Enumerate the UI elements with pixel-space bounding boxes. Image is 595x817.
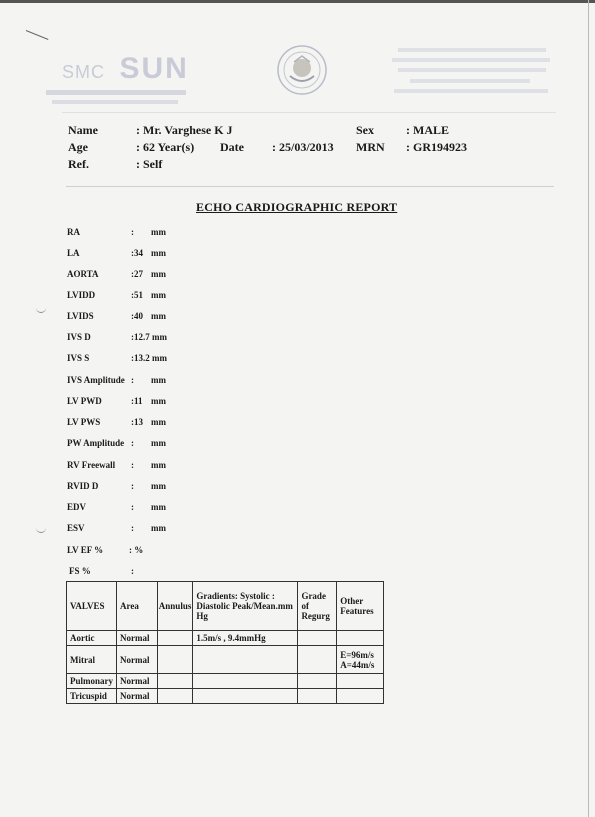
measurement-value: : — [131, 566, 134, 576]
table-cell — [157, 631, 193, 646]
measurement-label: LV PWD — [67, 396, 102, 406]
table-header-cell: Grade of Regurg — [298, 582, 337, 631]
punch-hole — [36, 526, 46, 533]
ref-label: Ref. — [68, 157, 89, 171]
measurement-label: FS % — [69, 566, 91, 576]
measurement-label: LV EF % — [67, 545, 104, 555]
corner-mark — [26, 30, 49, 40]
mrn-value: : GR194923 — [406, 140, 467, 154]
measurement-label: ESV — [67, 523, 85, 533]
measurement-label: EDV — [67, 502, 87, 512]
top-border — [0, 0, 595, 3]
right-border — [588, 0, 589, 817]
measurement-label: IVS S — [67, 353, 90, 363]
table-cell — [193, 689, 298, 704]
table-cell: 1.5m/s , 9.4mmHg — [193, 631, 298, 646]
table-cell — [157, 646, 193, 674]
measurement-value: : — [131, 481, 134, 491]
measurement-label: RA — [67, 227, 80, 237]
measurement-value: : — [131, 438, 134, 448]
measurement-value: :12.7 mm — [131, 332, 167, 342]
name-label: Name — [68, 123, 98, 137]
measurement-value: :40 — [131, 311, 143, 321]
punch-hole — [36, 306, 46, 313]
table-cell — [298, 631, 337, 646]
address-line — [398, 48, 546, 52]
table-cell: Pulmonary — [67, 674, 117, 689]
table-cell — [337, 689, 384, 704]
measurement-value: : — [131, 375, 134, 385]
table-cell — [157, 689, 193, 704]
table-row — [67, 646, 384, 674]
table-cell: Normal — [117, 631, 158, 646]
measurement-value: :34 — [131, 248, 143, 258]
measurement-label: AORTA — [67, 269, 99, 279]
table-cell: Mitral — [67, 646, 117, 674]
measurement-unit: mm — [151, 311, 166, 321]
table-cell: Normal — [117, 689, 158, 704]
table-cell: Normal — [117, 674, 158, 689]
table-header-cell: Other Features — [337, 582, 384, 631]
table-cell — [298, 689, 337, 704]
measurement-value: :13.2 mm — [131, 353, 167, 363]
measurement-label: IVS Amplitude — [67, 375, 125, 385]
measurement-label: LVIDD — [67, 290, 96, 300]
sex-label: Sex — [356, 123, 374, 137]
ref-value: : Self — [136, 157, 163, 171]
table-cell — [337, 674, 384, 689]
hospital-logo — [62, 52, 189, 86]
section-divider — [66, 186, 554, 187]
logo-tagline — [46, 90, 186, 95]
address-line — [394, 89, 548, 93]
measurement-unit: mm — [151, 248, 166, 258]
measurement-label: PW Amplitude — [67, 438, 125, 448]
measurement-label: LA — [67, 248, 80, 258]
measurement-value: :27 — [131, 269, 143, 279]
table-header-cell: Annulus — [157, 582, 193, 631]
table-cell — [298, 674, 337, 689]
measurement-label: RVID D — [67, 481, 99, 491]
measurement-value: : — [131, 523, 134, 533]
logo-sun: SUN — [119, 52, 189, 85]
seal-emblem — [276, 44, 328, 96]
measurement-unit: mm — [151, 375, 166, 385]
date-value: : 25/03/2013 — [272, 140, 334, 154]
measurement-label: RV Freewall — [67, 460, 116, 470]
table-cell — [193, 646, 298, 674]
logo-tagline — [52, 100, 178, 104]
name-value: : Mr. Varghese K J — [136, 123, 233, 137]
measurement-unit: mm — [151, 417, 166, 427]
table-header-row — [67, 582, 384, 631]
age-label: Age — [68, 140, 88, 154]
table-cell: Normal — [117, 646, 158, 674]
header-divider — [62, 112, 556, 113]
logo-smc: SMC — [62, 62, 105, 82]
measurement-label: LV PWS — [67, 417, 101, 427]
table-cell: E=96m/s A=44m/s — [337, 646, 384, 674]
measurement-label: IVS D — [67, 332, 91, 342]
address-line — [398, 68, 546, 72]
measurement-unit: mm — [151, 481, 166, 491]
table-row — [67, 689, 384, 704]
measurement-value: :51 — [131, 290, 143, 300]
measurement-value: : — [131, 227, 134, 237]
measurement-unit: mm — [151, 290, 166, 300]
table-cell — [193, 674, 298, 689]
table-cell: Aortic — [67, 631, 117, 646]
measurement-unit: mm — [151, 396, 166, 406]
valves-table — [66, 581, 384, 704]
sex-value: : MALE — [406, 123, 449, 137]
measurement-value: : — [131, 502, 134, 512]
table-header-cell: VALVES — [67, 582, 117, 631]
address-line — [392, 58, 550, 62]
measurement-unit: mm — [151, 502, 166, 512]
measurement-value: : — [131, 460, 134, 470]
table-cell: Tricuspid — [67, 689, 117, 704]
measurement-unit: mm — [151, 269, 166, 279]
table-row — [67, 674, 384, 689]
table-header-cell: Gradients: Systolic : Diastolic Peak/Mean.mm Hg — [193, 582, 298, 631]
measurement-unit: mm — [151, 523, 166, 533]
table-cell — [337, 631, 384, 646]
measurement-unit: mm — [151, 460, 166, 470]
measurement-unit: mm — [151, 227, 166, 237]
measurement-value: : % — [129, 545, 144, 555]
table-row — [67, 631, 384, 646]
address-line — [410, 79, 530, 83]
table-header-cell: Area — [117, 582, 158, 631]
measurement-value: :13 — [131, 417, 143, 427]
age-value: : 62 Year(s) — [136, 140, 195, 154]
date-label: Date — [220, 140, 244, 154]
mrn-label: MRN — [356, 140, 385, 154]
table-cell — [157, 674, 193, 689]
measurement-value: :11 — [131, 396, 143, 406]
table-cell — [298, 646, 337, 674]
report-title: ECHO CARDIOGRAPHIC REPORT — [196, 200, 398, 214]
measurement-unit: mm — [151, 438, 166, 448]
measurement-label: LVIDS — [67, 311, 94, 321]
